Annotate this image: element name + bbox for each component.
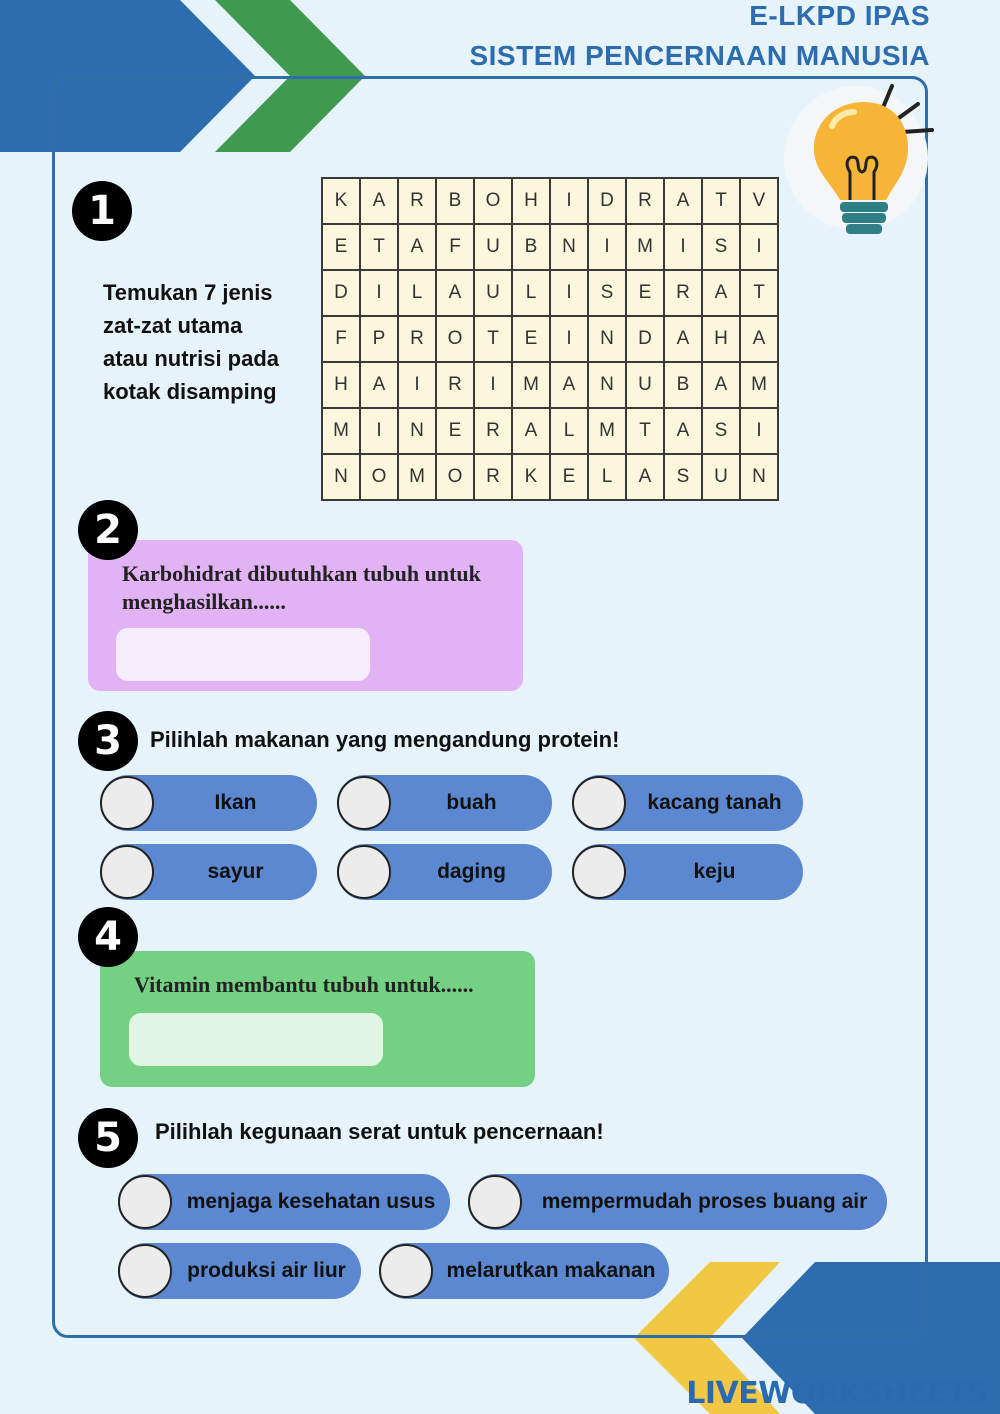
grid-cell[interactable]: T — [626, 408, 664, 454]
grid-cell[interactable]: I — [474, 362, 512, 408]
grid-cell[interactable]: E — [512, 316, 550, 362]
grid-row — [322, 316, 778, 362]
grid-cell[interactable]: N — [550, 224, 588, 270]
grid-cell[interactable]: B — [512, 224, 550, 270]
grid-cell[interactable]: A — [664, 178, 702, 224]
grid-cell[interactable]: D — [626, 316, 664, 362]
option-radio[interactable] — [572, 845, 626, 899]
option-label: keju — [693, 860, 736, 883]
instruction-line: kotak disamping — [103, 379, 277, 404]
grid-cell[interactable]: I — [550, 270, 588, 316]
grid-cell[interactable]: P — [360, 316, 398, 362]
grid-cell[interactable]: I — [550, 178, 588, 224]
section-5-number: 5 — [78, 1108, 138, 1168]
grid-cell[interactable]: N — [398, 408, 436, 454]
grid-cell[interactable]: R — [626, 178, 664, 224]
section-4-answer-input[interactable] — [129, 1013, 383, 1066]
grid-cell[interactable]: M — [626, 224, 664, 270]
option-label: sayur — [207, 860, 264, 883]
grid-row — [322, 362, 778, 408]
grid-cell[interactable]: M — [322, 408, 360, 454]
instruction-line: zat-zat utama — [103, 313, 243, 338]
grid-cell[interactable]: A — [626, 454, 664, 500]
option-keju[interactable] — [572, 844, 803, 900]
option-melarutkan-makanan[interactable] — [379, 1243, 669, 1299]
grid-cell[interactable]: V — [740, 178, 778, 224]
grid-cell[interactable]: M — [588, 408, 626, 454]
question-line: Karbohidrat dibutuhkan tubuh untuk — [122, 561, 481, 586]
grid-cell[interactable]: U — [474, 270, 512, 316]
grid-cell[interactable]: L — [512, 270, 550, 316]
page-title: E-LKPD IPAS — [749, 0, 930, 31]
option-sayur[interactable] — [100, 844, 317, 900]
grid-cell[interactable]: N — [588, 362, 626, 408]
grid-cell[interactable]: A — [664, 316, 702, 362]
grid-cell[interactable]: A — [740, 316, 778, 362]
liveworksheets-logo — [686, 1376, 988, 1411]
grid-cell[interactable]: D — [588, 178, 626, 224]
grid-cell[interactable]: H — [322, 362, 360, 408]
option-ikan[interactable] — [100, 775, 317, 831]
option-label: daging — [437, 860, 506, 883]
grid-cell[interactable]: T — [360, 224, 398, 270]
section-2-question — [122, 560, 512, 616]
grid-cell[interactable]: H — [512, 178, 550, 224]
section-2-answer-input[interactable] — [116, 628, 370, 681]
option-label: produksi air liur — [187, 1259, 346, 1282]
option-radio[interactable] — [337, 845, 391, 899]
grid-cell[interactable]: O — [360, 454, 398, 500]
grid-cell[interactable]: U — [474, 224, 512, 270]
grid-cell[interactable]: I — [740, 224, 778, 270]
grid-cell[interactable]: F — [436, 224, 474, 270]
grid-cell[interactable]: I — [398, 362, 436, 408]
grid-cell[interactable]: A — [360, 362, 398, 408]
grid-cell[interactable]: R — [474, 454, 512, 500]
grid-cell[interactable]: A — [360, 178, 398, 224]
brand-suffix: WORKSHEETS — [758, 1376, 988, 1411]
grid-cell[interactable]: O — [436, 316, 474, 362]
option-radio[interactable] — [337, 776, 391, 830]
section-3-question: Pilihlah makanan yang mengandung protein! — [150, 727, 620, 752]
grid-cell[interactable]: I — [550, 316, 588, 362]
section-4-question: Vitamin membantu tubuh untuk...... — [134, 972, 474, 997]
option-label: Ikan — [214, 791, 257, 814]
grid-cell[interactable]: M — [398, 454, 436, 500]
option-radio[interactable] — [379, 1244, 433, 1298]
grid-cell[interactable]: N — [588, 316, 626, 362]
word-search-grid — [321, 177, 779, 501]
option-label: buah — [446, 791, 497, 814]
option-radio[interactable] — [118, 1244, 172, 1298]
option-label: melarutkan makanan — [446, 1259, 656, 1282]
grid-cell[interactable]: R — [398, 316, 436, 362]
grid-cell[interactable]: S — [702, 408, 740, 454]
grid-cell[interactable]: M — [740, 362, 778, 408]
option-label: kacang tanah — [647, 791, 782, 814]
grid-cell[interactable]: M — [512, 362, 550, 408]
option-produksi-air-liur[interactable] — [118, 1243, 361, 1299]
grid-cell[interactable]: E — [550, 454, 588, 500]
grid-cell[interactable]: A — [398, 224, 436, 270]
grid-cell[interactable]: L — [550, 408, 588, 454]
option-radio[interactable] — [572, 776, 626, 830]
grid-cell[interactable]: I — [360, 408, 398, 454]
grid-cell[interactable]: A — [512, 408, 550, 454]
option-radio[interactable] — [468, 1175, 522, 1229]
grid-cell[interactable]: I — [360, 270, 398, 316]
grid-row — [322, 408, 778, 454]
page-subtitle: SISTEM PENCERNAAN MANUSIA — [469, 40, 930, 71]
section-1-instruction — [103, 276, 313, 408]
grid-row — [322, 270, 778, 316]
grid-cell[interactable]: B — [436, 178, 474, 224]
grid-cell[interactable]: D — [322, 270, 360, 316]
grid-cell[interactable]: K — [322, 178, 360, 224]
grid-cell[interactable]: K — [512, 454, 550, 500]
grid-cell[interactable]: I — [588, 224, 626, 270]
grid-cell[interactable]: E — [436, 408, 474, 454]
lightbulb-icon — [784, 82, 934, 247]
grid-cell[interactable]: H — [702, 316, 740, 362]
grid-cell[interactable]: R — [436, 362, 474, 408]
grid-cell[interactable]: L — [588, 454, 626, 500]
grid-cell[interactable]: L — [398, 270, 436, 316]
grid-cell[interactable]: F — [322, 316, 360, 362]
grid-cell[interactable]: A — [436, 270, 474, 316]
grid-row — [322, 178, 778, 224]
grid-cell[interactable]: O — [474, 178, 512, 224]
option-mempermudah-proses-buang-air[interactable] — [468, 1174, 887, 1230]
grid-cell[interactable]: I — [664, 224, 702, 270]
section-2-number: 2 — [78, 500, 138, 560]
option-radio[interactable] — [100, 845, 154, 899]
grid-cell[interactable]: U — [626, 362, 664, 408]
grid-cell[interactable]: A — [550, 362, 588, 408]
grid-cell[interactable]: A — [702, 362, 740, 408]
section-1-number: 1 — [72, 181, 132, 241]
section-3-number: 3 — [78, 711, 138, 771]
grid-row — [322, 454, 778, 500]
grid-cell[interactable]: B — [664, 362, 702, 408]
grid-cell[interactable]: N — [322, 454, 360, 500]
option-radio[interactable] — [118, 1175, 172, 1229]
grid-cell[interactable]: S — [702, 224, 740, 270]
grid-cell[interactable]: A — [702, 270, 740, 316]
grid-cell[interactable]: R — [664, 270, 702, 316]
option-label: mempermudah proses buang air — [541, 1190, 868, 1213]
brand-prefix: LIVE — [686, 1376, 759, 1411]
option-menjaga-kesehatan-usus[interactable] — [118, 1174, 450, 1230]
option-kacang-tanah[interactable] — [572, 775, 803, 831]
option-radio[interactable] — [100, 776, 154, 830]
grid-row — [322, 224, 778, 270]
grid-cell[interactable]: O — [436, 454, 474, 500]
question-line: menghasilkan...... — [122, 589, 286, 614]
option-label: menjaga kesehatan usus — [186, 1190, 436, 1213]
grid-cell[interactable]: A — [664, 408, 702, 454]
grid-cell[interactable]: S — [588, 270, 626, 316]
section-4-number: 4 — [78, 907, 138, 967]
option-buah[interactable] — [337, 775, 552, 831]
option-daging[interactable] — [337, 844, 552, 900]
grid-cell[interactable]: N — [740, 454, 778, 500]
grid-cell[interactable]: R — [474, 408, 512, 454]
grid-cell[interactable]: U — [702, 454, 740, 500]
grid-cell[interactable]: T — [474, 316, 512, 362]
grid-cell[interactable]: I — [740, 408, 778, 454]
section-5-question: Pilihlah kegunaan serat untuk pencernaan! — [155, 1119, 604, 1144]
instruction-line: Temukan 7 jenis — [103, 280, 273, 305]
grid-cell[interactable]: R — [398, 178, 436, 224]
grid-cell[interactable]: T — [740, 270, 778, 316]
grid-cell[interactable]: S — [664, 454, 702, 500]
instruction-line: atau nutrisi pada — [103, 346, 280, 371]
grid-cell[interactable]: E — [626, 270, 664, 316]
grid-cell[interactable]: E — [322, 224, 360, 270]
grid-cell[interactable]: T — [702, 178, 740, 224]
